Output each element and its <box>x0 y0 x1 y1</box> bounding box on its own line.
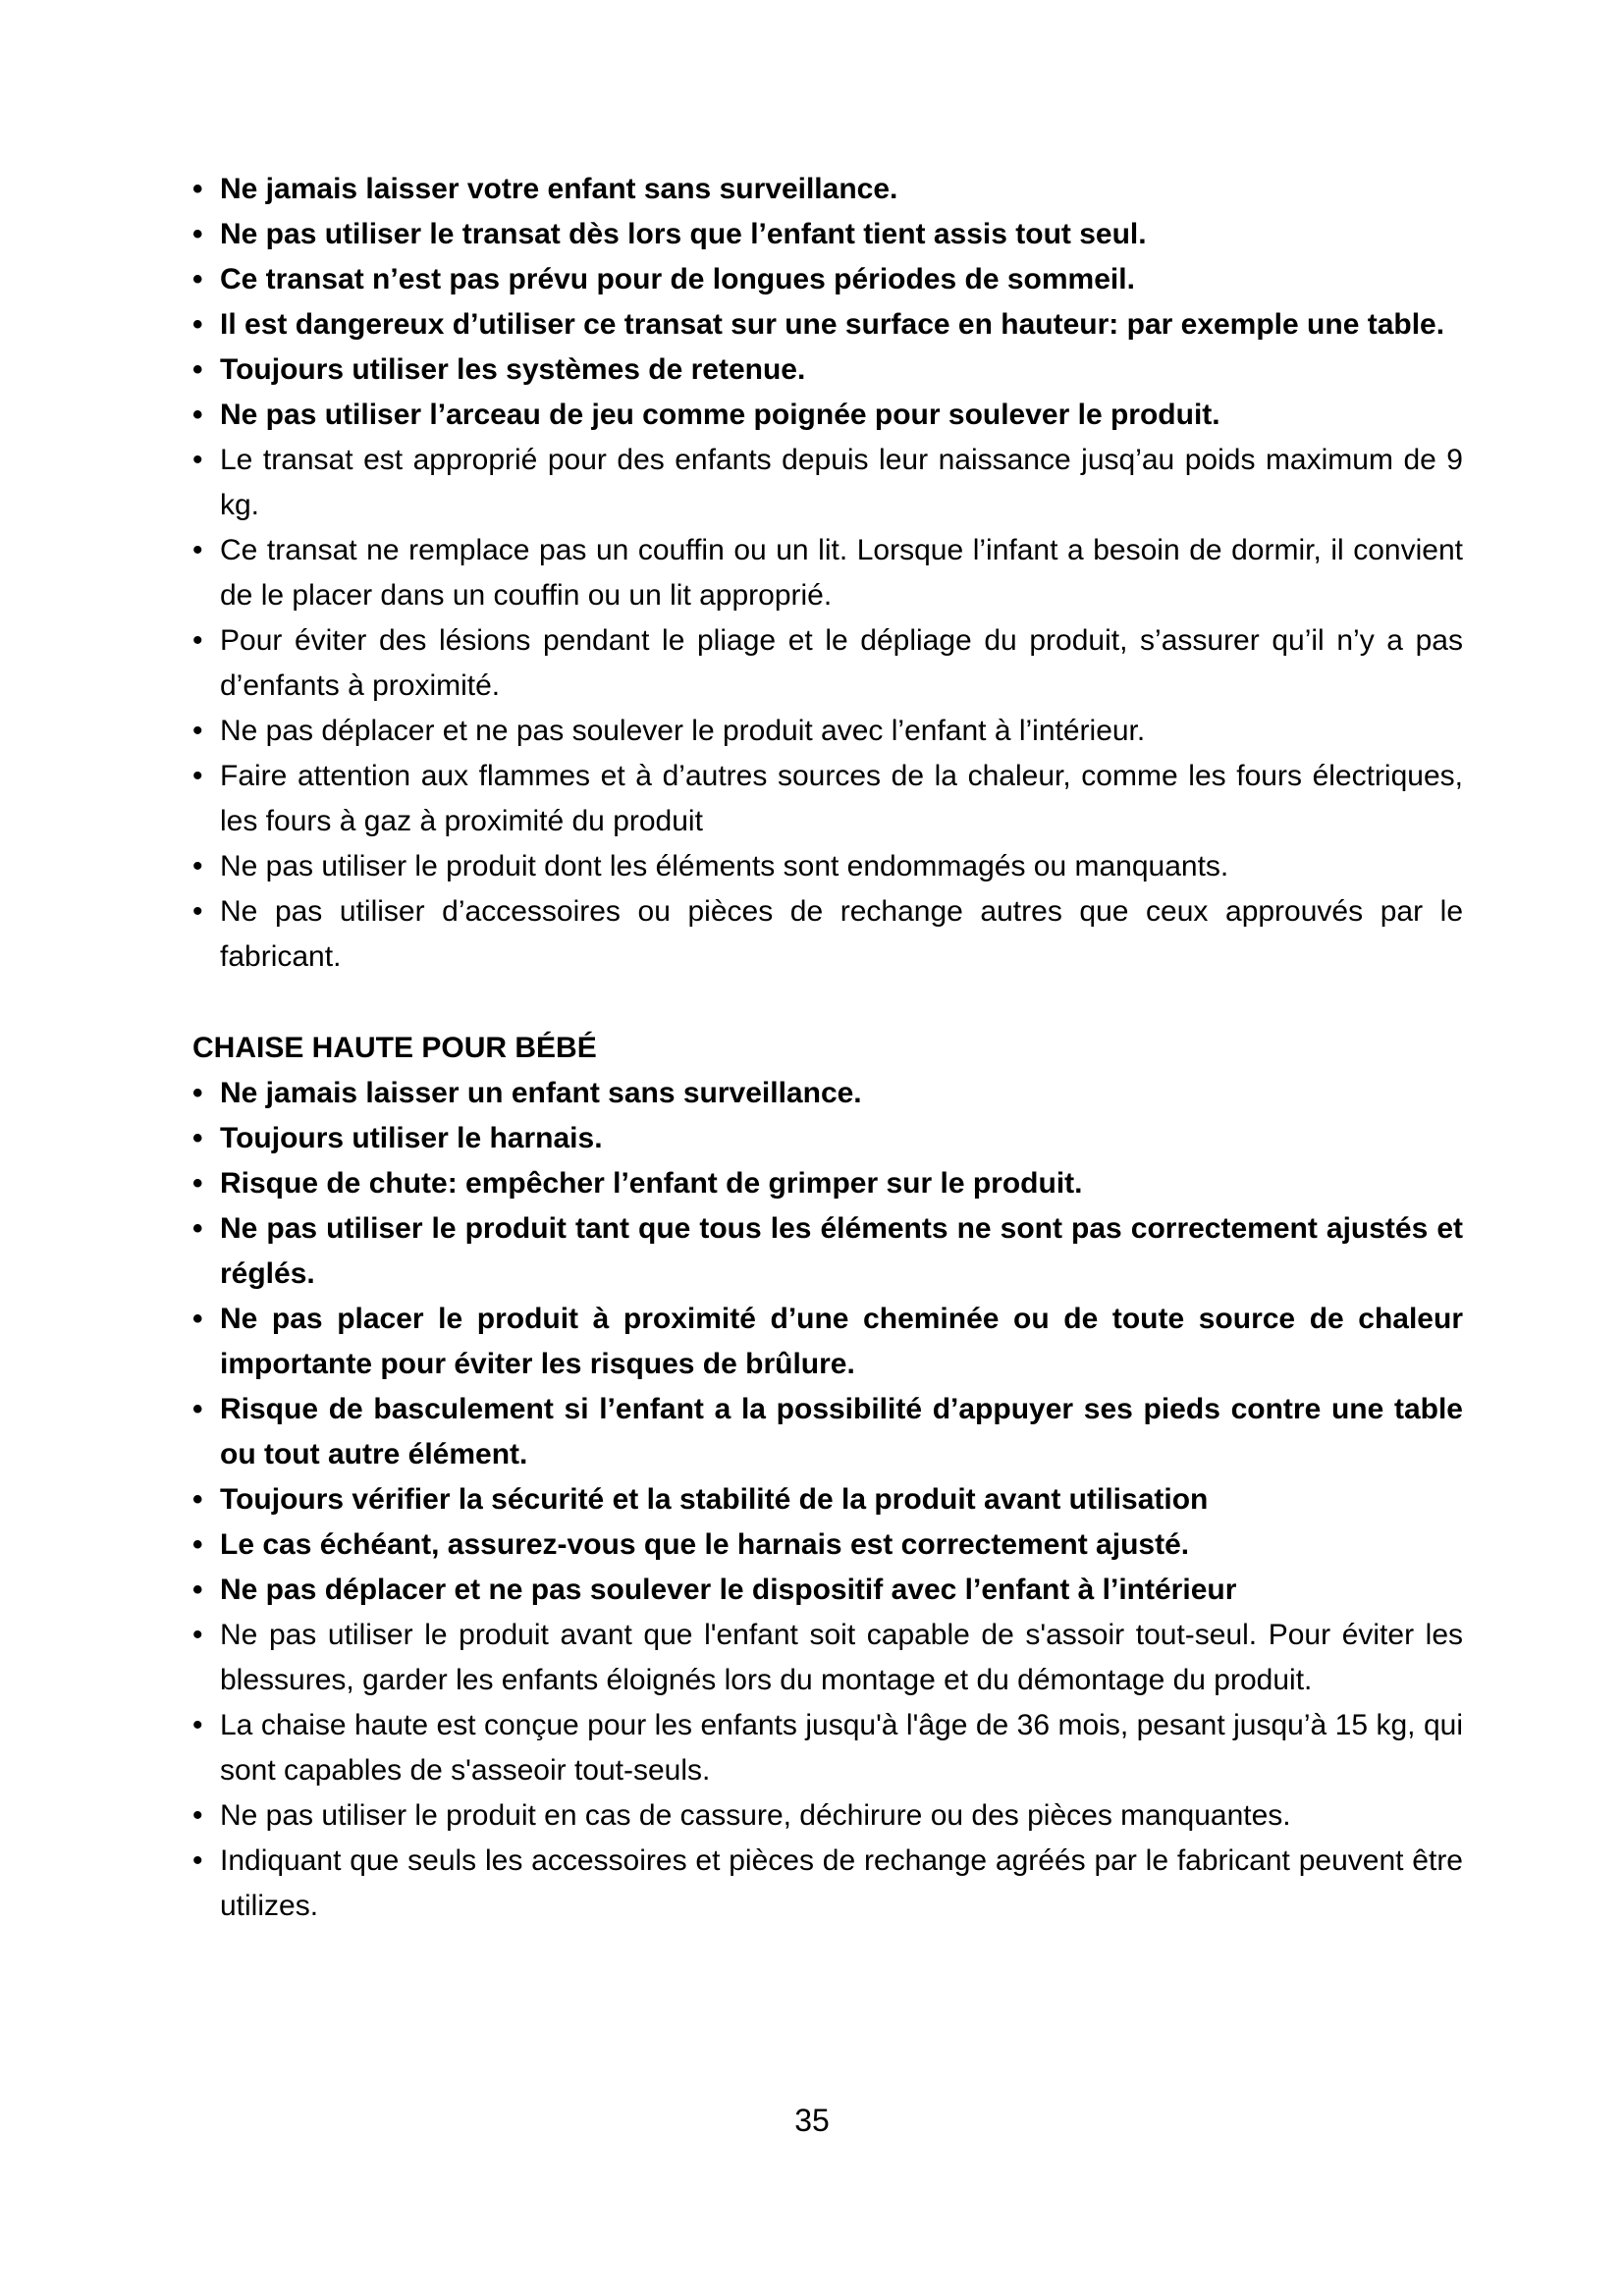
list-item: • Faire attention aux flammes et à d’autres sources de la chaleur, comme les fours électriques, les fours à gaz à proximité du produit <box>192 754 1463 844</box>
list-item: • Ne pas utiliser le produit tant que tous les éléments ne sont pas correctement ajustés et réglés. <box>192 1206 1463 1297</box>
list-item: • Ne pas utiliser le transat dès lors que l’enfant tient assis tout seul. <box>192 212 1463 257</box>
list-item: • Ne jamais laisser un enfant sans surveillance. <box>192 1071 1463 1116</box>
list-item: • La chaise haute est conçue pour les enfants jusqu'à l'âge de 36 mois, pesant jusqu’à 15 kg, qui sont capables de s'asseoir tout-seuls. <box>192 1703 1463 1793</box>
list-item: • Ce transat n’est pas prévu pour de longues périodes de sommeil. <box>192 257 1463 302</box>
page-number: 35 <box>794 2103 830 2138</box>
list-item: • Ce transat ne remplace pas un couffin ou un lit. Lorsque l’infant a besoin de dormir, il convient de le placer dans un couffin ou un lit approprié. <box>192 528 1463 618</box>
list-item: • Ne pas utiliser l’arceau de jeu comme poignée pour soulever le produit. <box>192 393 1463 438</box>
list-item: • Toujours utiliser le harnais. <box>192 1116 1463 1161</box>
list-item: • Ne pas placer le produit à proximité d’une cheminée ou de toute source de chaleur importante pour éviter les risques de brûlure. <box>192 1297 1463 1387</box>
transat-safety-list <box>192 167 1463 980</box>
list-item: • Le transat est approprié pour des enfants depuis leur naissance jusq’au poids maximum de 9 kg. <box>192 438 1463 528</box>
list-item: • Ne jamais laisser votre enfant sans surveillance. <box>192 167 1463 212</box>
list-item: • Risque de basculement si l’enfant a la possibilité d’appuyer ses pieds contre une table ou tout autre élément. <box>192 1387 1463 1477</box>
list-item: • Toujours vérifier la sécurité et la stabilité de la produit avant utilisation <box>192 1477 1463 1522</box>
list-item: • Indiquant que seuls les accessoires et pièces de rechange agréés par le fabricant peuvent être utilizes. <box>192 1839 1463 1929</box>
list-item: • Ne pas déplacer et ne pas soulever le produit avec l’enfant à l’intérieur. <box>192 709 1463 754</box>
list-item: • Ne pas utiliser d’accessoires ou pièces de rechange autres que ceux approuvés par le fabricant. <box>192 889 1463 980</box>
list-item: • Pour éviter des lésions pendant le pliage et le dépliage du produit, s’assurer qu’il n’y a pas d’enfants à proximité. <box>192 618 1463 709</box>
list-item: • Risque de chute: empêcher l’enfant de grimper sur le produit. <box>192 1161 1463 1206</box>
list-item: • Ne pas utiliser le produit en cas de cassure, déchirure ou des pièces manquantes. <box>192 1793 1463 1839</box>
list-item: • Toujours utiliser les systèmes de retenue. <box>192 347 1463 393</box>
list-item: • Ne pas utiliser le produit dont les éléments sont endommagés ou manquants. <box>192 844 1463 889</box>
list-item: • Ne pas déplacer et ne pas soulever le dispositif avec l’enfant à l’intérieur <box>192 1568 1463 1613</box>
list-item: • Il est dangereux d’utiliser ce transat sur une surface en hauteur: par exemple une table. <box>192 302 1463 347</box>
list-item: • Le cas échéant, assurez-vous que le harnais est correctement ajusté. <box>192 1522 1463 1568</box>
list-item: • Ne pas utiliser le produit avant que l'enfant soit capable de s'assoir tout-seul. Pour éviter les blessures, garder les enfants éloignés lors du montage et du démontage du produit. <box>192 1613 1463 1703</box>
high-chair-safety-list <box>192 1071 1463 1929</box>
document-page <box>192 167 1463 1929</box>
section-heading-high-chair: CHAISE HAUTE POUR BÉBÉ <box>192 1032 597 1064</box>
